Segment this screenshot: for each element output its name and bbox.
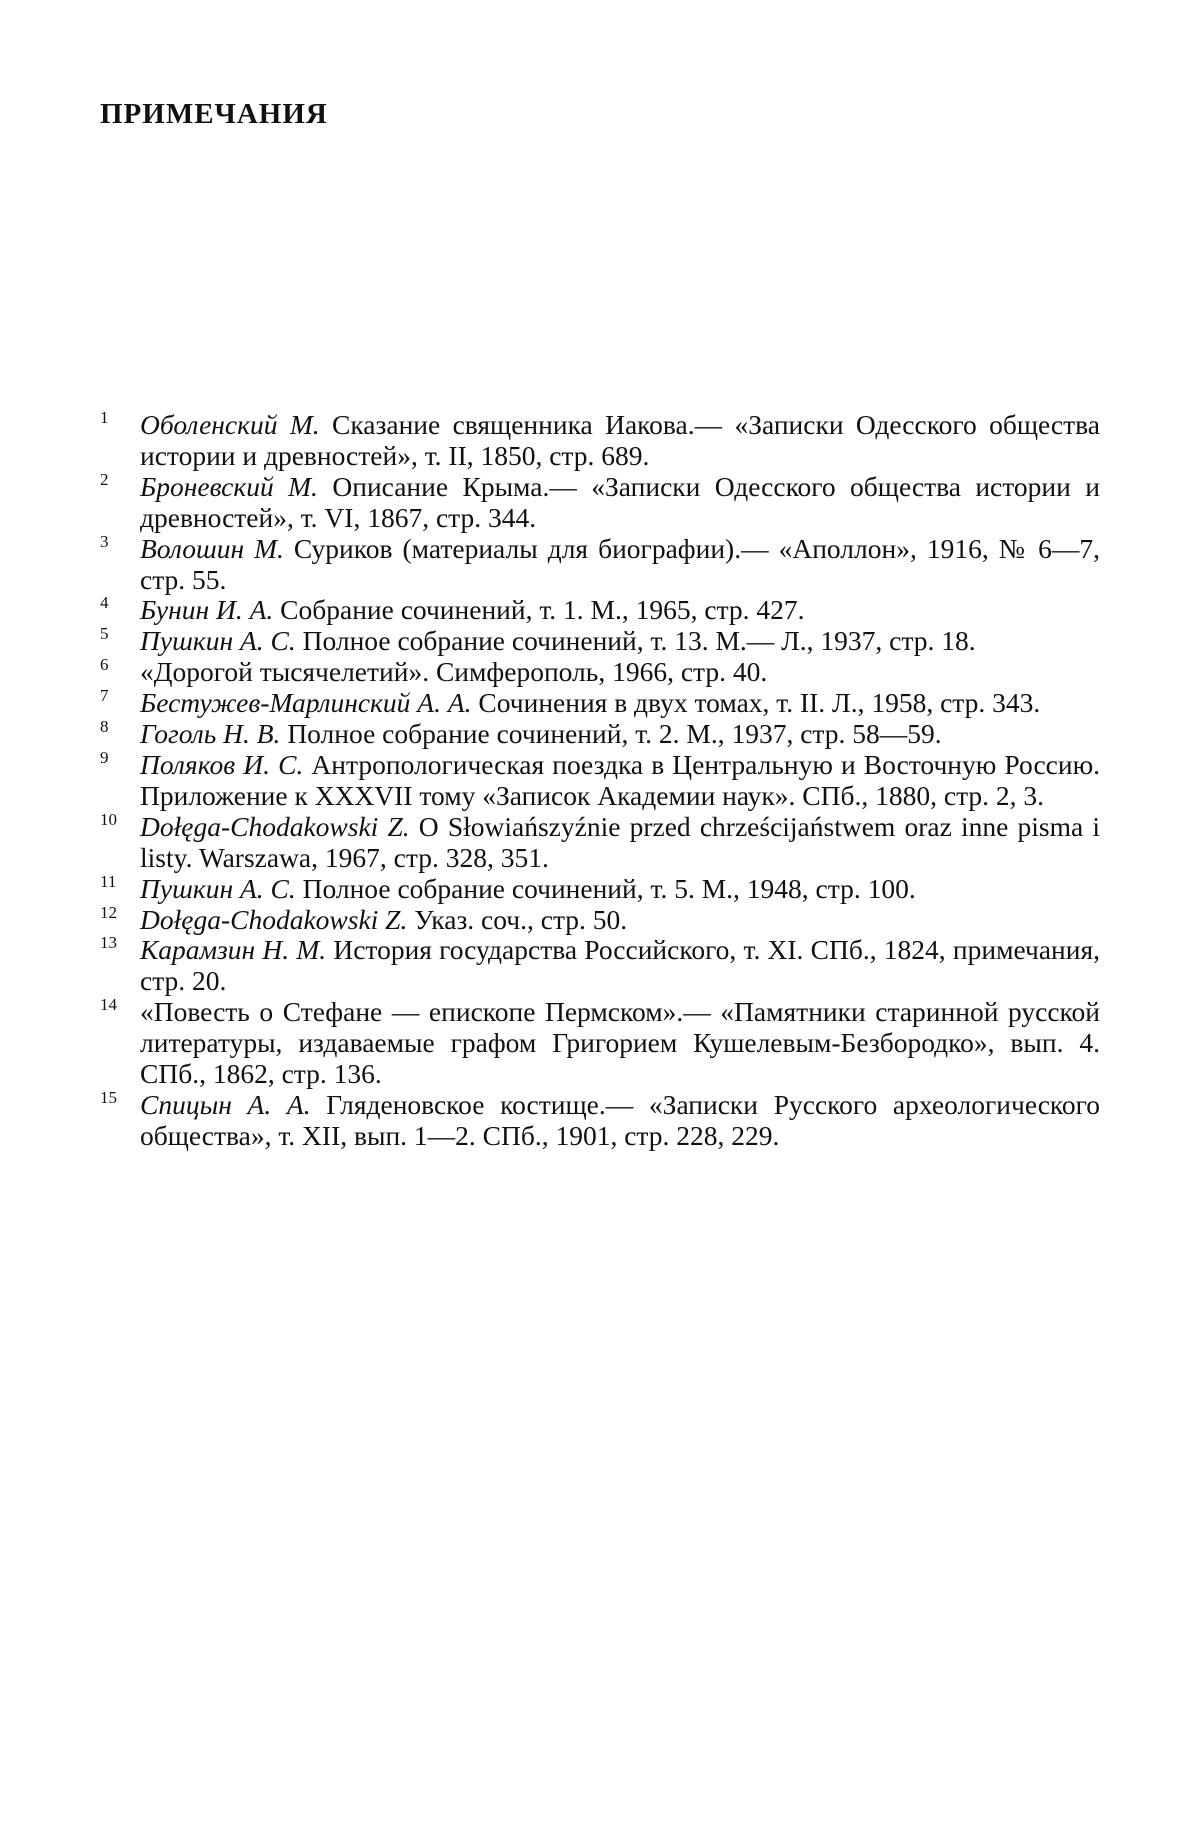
- footnote-author: Гоголь Н. В.: [140, 718, 281, 750]
- footnote: [100, 595, 1100, 626]
- footnote-text: Сочинения в двух томах, т. II. Л., 1958, стр. 343.: [471, 687, 1041, 719]
- footnote: [100, 531, 1101, 596]
- footnote-text: O Słowiańszyźnie przed chrześcijaństwem oraz inne pisma i listy. Warszawa, 1967, стр. 328, 351.: [140, 810, 1100, 873]
- footnote: [100, 747, 1100, 812]
- footnote-author: Пушкин А. С.: [140, 625, 296, 657]
- footnote-number: 14: [100, 995, 117, 1015]
- footnote-text: «Дорогой тысячелетий». Симферополь, 1966, стр. 40.: [140, 656, 768, 688]
- footnote-author: Бестужев-Марлинский А. А.: [140, 687, 472, 719]
- footnote-text: Указ. соч., стр. 50.: [407, 903, 628, 935]
- footnote-number: 11: [100, 871, 117, 891]
- footnote-number: 9: [100, 747, 109, 767]
- footnote-author: Спицын А. А.: [140, 1088, 311, 1120]
- footnote-author: Dołęga-Chodakowski Z.: [140, 903, 408, 935]
- footnote-number: 1: [100, 408, 109, 427]
- footnote: [100, 719, 1100, 750]
- footnote: [100, 1087, 1100, 1152]
- footnote-number: 7: [100, 686, 109, 706]
- footnote-text: Полное собрание сочинений, т. 2. М., 1937, стр. 58—59.: [280, 718, 942, 750]
- footnote: [100, 935, 1100, 997]
- footnote-text: Гляденовское костище.— «Записки Русского археологического общества», т. XII, вып. 1—2. СПб., 1901, стр. 228, 229.: [140, 1088, 1100, 1151]
- footnote: [100, 902, 1100, 936]
- footnote-text: Описание Крыма.— «Записки Одесского общества истории и древностей», т. VI, 1867, стр. 344.: [140, 470, 1100, 533]
- footnote-text: История государства Российского, т. XI. СПб., 1824, примечания, стр. 20.: [140, 934, 1100, 997]
- footnote-text: Полное собрание сочинений, т. 13. М.— Л., 1937, стр. 18.: [295, 625, 976, 657]
- footnote-number: 2: [100, 469, 109, 489]
- footnote-text: Сказание священника Иакова.— «Записки Одесского общества истории и древностей», т. II, 1850, стр. 689.: [140, 409, 1100, 471]
- footnote-number: 10: [100, 809, 117, 829]
- footnote-text: Суриков (материалы для биографии).— «Аполлон», 1916, № 6—7, стр. 55.: [140, 532, 1101, 595]
- footnote: [100, 469, 1100, 534]
- footnote-text: «Повесть о Стефане — епископе Пермском».— «Памятники старинной русской литературы, издаваемые графом Григорием Кушелевым-Безбородко», вып. 4. СПб., 1862, стр. 136.: [140, 996, 1100, 1090]
- footnote-number: 8: [100, 717, 109, 737]
- footnote-author: Волошин М.: [140, 532, 284, 564]
- footnote-number: 4: [100, 593, 109, 613]
- footnote-author: Броневский М.: [140, 470, 318, 502]
- footnote-text: Антропологическая поездка в Центральную и Восточную Россию. Приложение к XXXVII тому «Записок Академии наук». СПб., 1880, стр. 2, 3.: [140, 748, 1100, 811]
- footnote: [100, 997, 1100, 1090]
- footnote-author: Оболенский М.: [140, 409, 320, 440]
- notes-list: [100, 410, 1100, 1152]
- footnote: [100, 657, 1100, 688]
- footnote-author: Пушкин А. С.: [140, 872, 296, 904]
- footnote: [100, 809, 1100, 874]
- footnote-author: Dołęga-Chodakowski Z.: [140, 810, 410, 842]
- footnote-author: Карамзин Н. М.: [140, 934, 327, 966]
- footnote: [100, 626, 1100, 657]
- footnote-number: 6: [100, 655, 109, 675]
- footnote-text: Полное собрание сочинений, т. 5. М., 1948, стр. 100.: [295, 872, 916, 904]
- footnote-number: 12: [100, 902, 117, 922]
- footnote: [100, 688, 1100, 719]
- footnote-author: Бунин И. А.: [140, 594, 274, 626]
- footnote-author: Поляков И. С.: [140, 748, 304, 780]
- footnote-number: 15: [100, 1087, 117, 1107]
- footnote-number: 13: [100, 933, 117, 953]
- footnote-number: 3: [100, 531, 109, 551]
- page-title: ПРИМЕЧАНИЯ: [100, 98, 328, 130]
- footnote-text: Собрание сочинений, т. 1. М., 1965, стр. 427.: [273, 594, 805, 626]
- footnote: [100, 410, 1100, 472]
- footnote: [100, 871, 1100, 905]
- footnote-number: 5: [100, 624, 109, 644]
